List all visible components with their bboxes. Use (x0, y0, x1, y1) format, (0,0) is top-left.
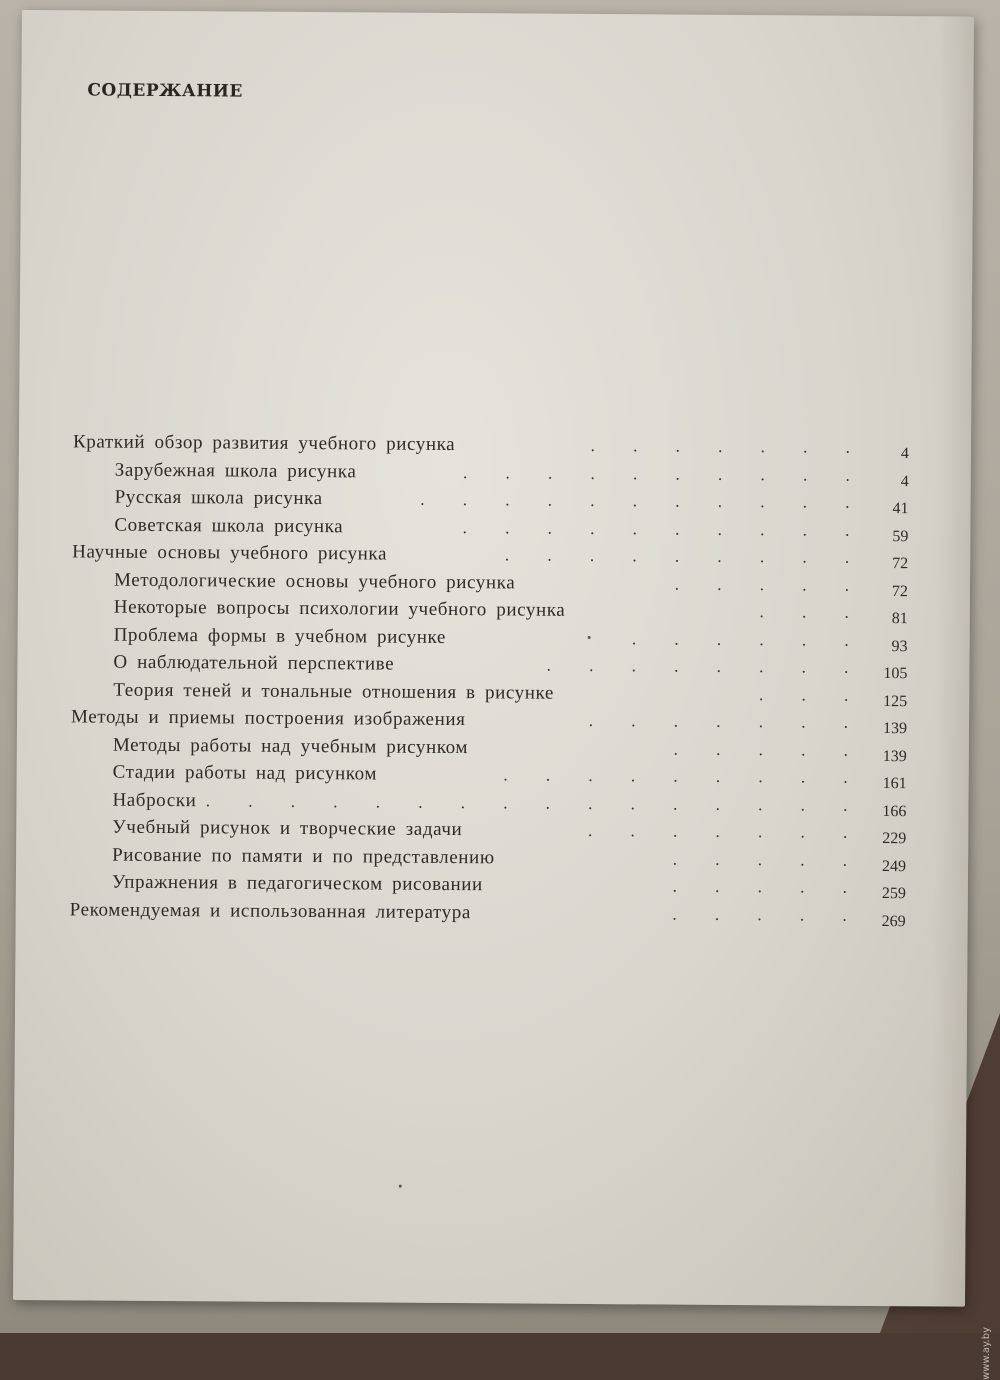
toc-page-number: 72 (891, 582, 909, 600)
toc-page-number: 105 (883, 665, 908, 683)
toc-entry-title: Методологические основы учебного рисунка (113, 569, 516, 593)
toc-leader-dots: . . . . . (672, 876, 864, 897)
toc-page-number: 249 (881, 857, 907, 875)
toc-entry-title: Методы и приемы построения изображения (70, 706, 466, 731)
toc-entry-title: Стадии работы над рисунком (112, 761, 378, 785)
toc-page-number: 81 (891, 610, 908, 628)
toc-entry-title: Русская школа рисунка (114, 486, 323, 510)
toc-page-number: 125 (883, 692, 908, 710)
toc-entry-title: Проблема формы в учебном рисунке (113, 624, 447, 648)
toc-leader-dots: . . . (759, 602, 866, 622)
toc-entry-title: Научные основы учебного рисунка (72, 541, 388, 565)
toc-page-number: 41 (892, 500, 909, 518)
page-heading: СОДЕРЖАНИЕ (87, 80, 243, 102)
toc-entry-title: Рекомендуемая и использованная литература (69, 898, 472, 923)
toc-leader-dots: . . . . . . . . (546, 655, 866, 677)
toc-page-number: 259 (881, 885, 906, 903)
toc-entry-title: Теория теней и тональные отношения в рисунке (113, 679, 554, 704)
toc-page-number: 161 (882, 775, 907, 793)
toc-leader-dots: . . . . . . . . . . (462, 517, 867, 540)
toc-leader-dots: . . . . . . . . . . . (420, 489, 867, 512)
toc-page-number: 139 (882, 720, 908, 738)
toc-leader-dots: . . . . . (672, 849, 865, 870)
ink-speck (588, 636, 591, 639)
toc-entry-title: Наброски (112, 789, 197, 811)
toc-entry-title: Методы работы над учебным рисунком (112, 734, 469, 758)
page-edge-shadow (931, 16, 974, 1306)
toc-entry-title: Рисование по памяти и по представлению (112, 844, 495, 868)
toc-page-number: 4 (900, 445, 909, 463)
toc-entry-title: Учебный рисунок и творческие задачи (112, 816, 463, 841)
toc-leader-dots: . . . . . . . (590, 435, 868, 457)
toc-entry-title: Некоторые вопросы психологии учебного рисунка (113, 596, 566, 621)
book-page (13, 10, 974, 1307)
toc-entry-title: О наблюдательной перспективе (113, 651, 395, 675)
toc-leader-dots: . . . . . (672, 904, 864, 925)
toc-entry-title: Краткий обзор развития учебного рисунка (72, 431, 456, 456)
ink-speck (399, 1185, 402, 1188)
toc-page-number: 59 (892, 527, 909, 545)
toc-leader-dots: . . . . . . . (588, 710, 866, 732)
toc-leader-dots: . . . . . . . . . . (462, 462, 867, 485)
watermark-text: www.ay.by (981, 1327, 992, 1380)
toc-page-number: 229 (882, 830, 907, 848)
toc-leader-dots: . . . . . (674, 574, 867, 595)
toc-page-number: 72 (892, 555, 909, 573)
toc-leader-dots: . . . . . . . . . (503, 765, 865, 787)
toc-entry (70, 896, 910, 929)
toc-leader-dots: . . . . . . . (587, 820, 865, 842)
toc-page-number: 139 (882, 747, 907, 765)
toc-entry-title: Советская школа рисунка (114, 514, 344, 537)
toc-page-number: 4 (900, 472, 909, 490)
toc-leader-dots: . . . . . . (631, 628, 866, 650)
toc-leader-dots: . . . (758, 684, 866, 705)
toc-page-number: 93 (891, 637, 908, 655)
toc-entry-title: Упражнения в педагогическом рисовании (111, 871, 483, 896)
toc-page-number: 269 (881, 912, 906, 930)
toc-leader-dots: . . . . . (673, 739, 865, 760)
table-of-contents (70, 428, 913, 929)
toc-leader-dots: . . . . . . . . . (504, 545, 867, 567)
toc-leader-dots: . . . . . . . . . . . . . . . . (205, 790, 865, 815)
toc-entry-title: Зарубежная школа рисунка (114, 459, 357, 482)
toc-page-number: 166 (882, 802, 907, 820)
